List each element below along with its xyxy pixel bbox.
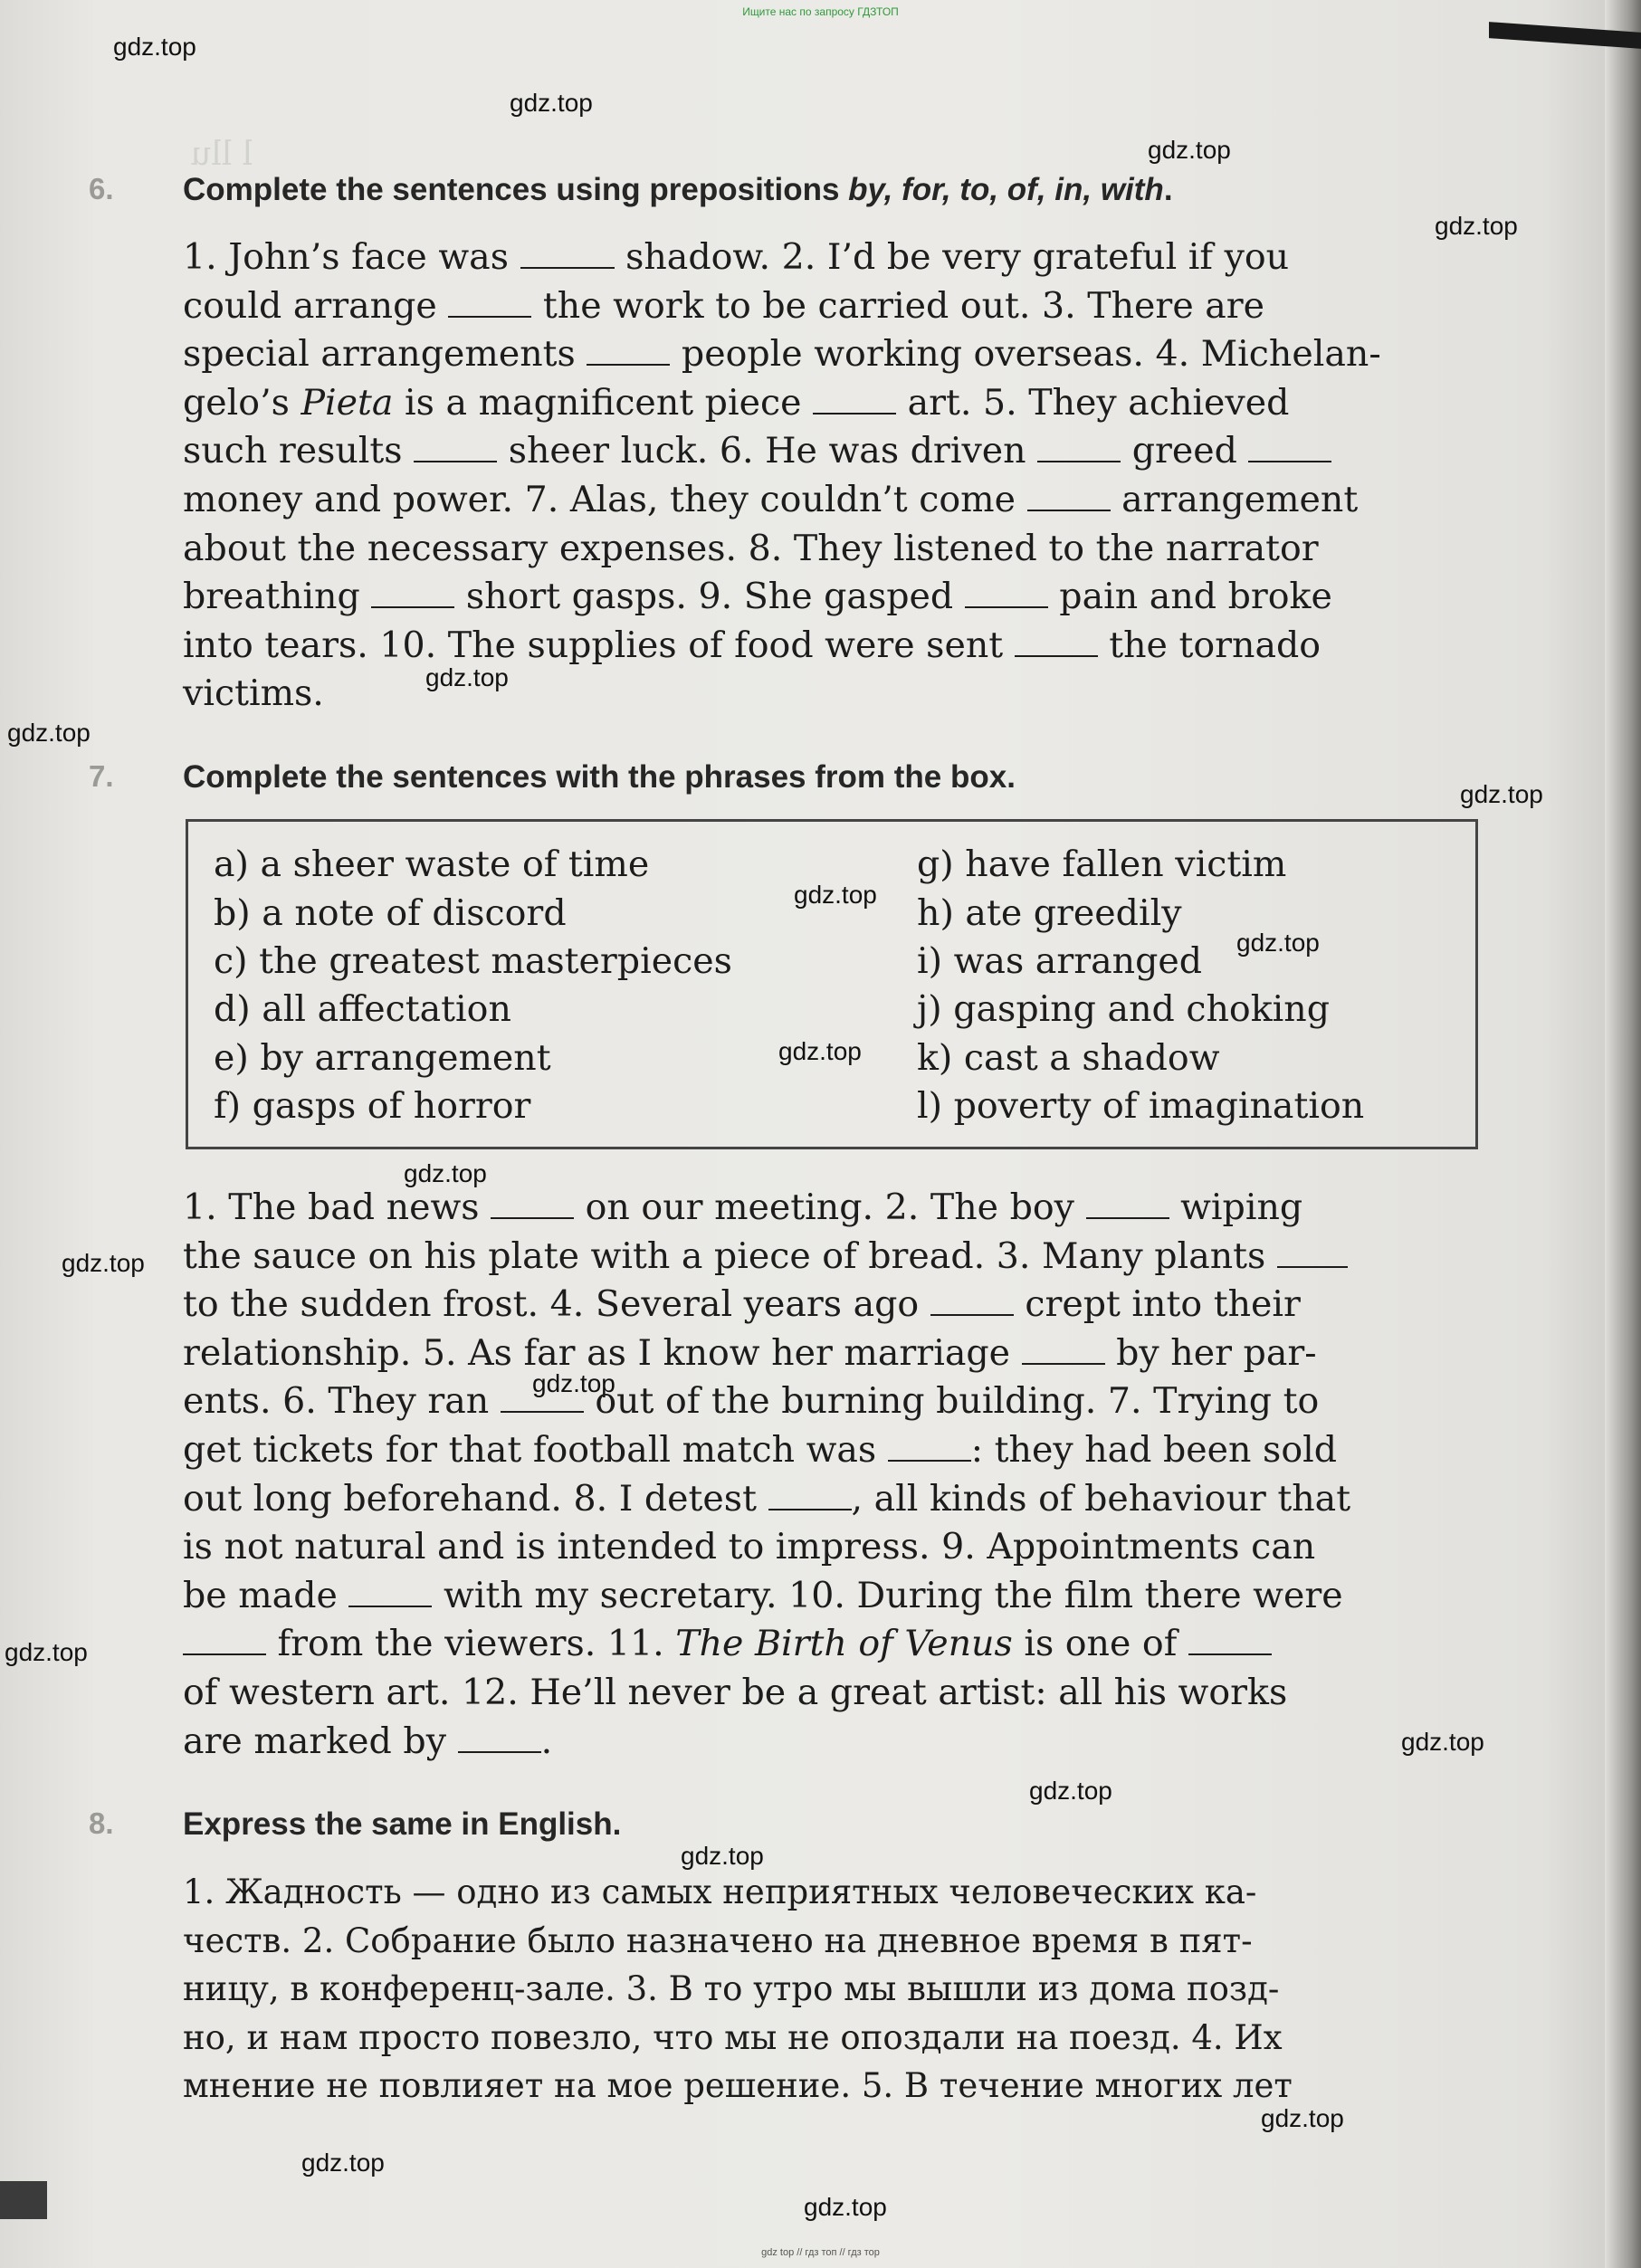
blank [501, 1379, 584, 1414]
phrase-option: l) poverty of imagination [917, 1085, 1365, 1127]
text-line: ents. 6. They ran out of the burning building. 7. Trying to [183, 1380, 1320, 1423]
blank [930, 1282, 1014, 1317]
text-line: could arrange the work to be carried out. 3. There are [183, 284, 1265, 327]
blank [348, 1573, 432, 1607]
phrase-option: d) all affectation [214, 988, 511, 1030]
page-edge-mark [0, 2181, 47, 2219]
watermark: gdz.top [301, 2149, 385, 2177]
phrase-option: b) a note of discord [214, 892, 567, 934]
exercise-8-heading: Express the same in English. [183, 1806, 622, 1842]
text-line: from the viewers. 11. The Birth of Venus is one of [183, 1620, 1477, 1669]
watermark: gdz.top [404, 1159, 487, 1187]
text-line: 1. John’s face was shadow. 2. I’d be very grateful if you [183, 236, 1290, 278]
blank [965, 575, 1048, 609]
watermark: gdz.top [7, 719, 91, 747]
watermark: gdz.top [1236, 929, 1320, 957]
exercise-7-heading: Complete the sentences with the phrases from the box. [183, 759, 1016, 795]
blank [1027, 477, 1111, 511]
bleed-through-text: l llu [190, 136, 253, 173]
phrase-option: i) was arranged [917, 940, 1203, 982]
blank [371, 575, 454, 609]
blank [183, 1622, 266, 1656]
phrase-option: j) gasping and choking [917, 988, 1330, 1030]
watermark: gdz.top [778, 1037, 862, 1065]
text-line: get tickets for that football match was : they had been sold [183, 1428, 1338, 1471]
watermark: gdz.top [681, 1842, 764, 1870]
watermark: gdz.top [1148, 136, 1231, 164]
watermark: gdz.top [510, 89, 593, 117]
watermark: gdz.top [62, 1249, 145, 1277]
phrase-option: a) a sheer waste of time [214, 843, 650, 885]
watermark: gdz.top [1460, 780, 1543, 808]
text-line: victims. [183, 672, 324, 715]
blank [1188, 1622, 1272, 1656]
text-line: are marked by . [183, 1720, 553, 1762]
watermark: gdz.top [794, 881, 877, 909]
text-line: мнение не повлияет на мое решение. 5. В течение многих лет [183, 2066, 1293, 2106]
text-line: gelo’s Pieta is a magnificent piece art. 5. They achieved [183, 381, 1290, 424]
blank [1037, 429, 1121, 463]
page-spine-shadow [1605, 0, 1641, 2268]
phrase-option: e) by arrangement [214, 1037, 551, 1079]
blank [1022, 1330, 1105, 1365]
top-search-note: Ищите нас по запросу ГДЗТОП [742, 5, 899, 18]
text-line: be made with my secretary. 10. During the film there were [183, 1574, 1343, 1616]
text-line: of western art. 12. He’ll never be a great artist: all his works [183, 1671, 1288, 1713]
exercise-6-number: 6. [89, 172, 114, 205]
exercise-6-text [183, 233, 1477, 719]
text-line: money and power. 7. Alas, they couldn’t come arrangement [183, 478, 1359, 520]
text-line: into tears. 10. The supplies of food were sent the tornado [183, 624, 1321, 666]
watermark: gdz.top [804, 2193, 887, 2221]
blank [587, 332, 670, 367]
blank [813, 380, 896, 415]
text-line: to the sudden frost. 4. Several years ago crept into their [183, 1283, 1301, 1326]
watermark: gdz.top [1401, 1728, 1484, 1756]
blank [491, 1185, 574, 1219]
phrase-option: g) have fallen victim [917, 843, 1287, 885]
watermark: gdz.top [532, 1369, 615, 1397]
phrase-option: c) the greatest masterpieces [214, 940, 732, 982]
text-line: about the necessary expenses. 8. They listened to the narrator [183, 527, 1319, 569]
text-line: честв. 2. Собрание было назначено на дневное время в пят- [183, 1920, 1253, 1960]
blank [888, 1427, 971, 1462]
bottom-note: gdz top // гдз топ // гдз тор [761, 2247, 880, 2258]
text-line: out long beforehand. 8. I detest , all kinds of behaviour that [183, 1477, 1351, 1520]
blank [768, 1476, 852, 1510]
text-line: relationship. 5. As far as I know her marriage by her par- [183, 1331, 1317, 1374]
exercise-8-text [183, 1868, 1477, 2111]
text-line: the sauce on his plate with a piece of bread. 3. Many plants [183, 1233, 1477, 1282]
blank [448, 283, 531, 318]
text-line: 1. Жадность — одно из самых неприятных человеческих ка- [183, 1873, 1257, 1911]
watermark: gdz.top [425, 663, 509, 691]
exercise-8-number: 8. [89, 1806, 114, 1840]
text-line: is not natural and is intended to impress. 9. Appointments can [183, 1526, 1316, 1568]
watermark: gdz.top [1261, 2104, 1344, 2132]
text-line: such results sheer luck. 6. He was driven greed [183, 427, 1477, 476]
blank [520, 234, 615, 269]
blank [1015, 623, 1098, 657]
blank [1277, 1234, 1348, 1268]
watermark: gdz.top [1029, 1777, 1112, 1805]
text-line: 1. The bad news on our meeting. 2. The boy wiping [183, 1186, 1303, 1228]
watermark: gdz.top [5, 1638, 88, 1666]
watermark: gdz.top [113, 33, 196, 61]
phrase-option: h) ate greedily [917, 892, 1182, 934]
text-line: ницу, в конференц-зале. 3. В то утро мы вышли из дома позд- [183, 1969, 1280, 2009]
exercise-7-text [183, 1184, 1477, 1766]
blank [1086, 1185, 1169, 1219]
text-line: breathing short gasps. 9. She gasped pain and broke [183, 576, 1332, 618]
text-line: но, и нам просто повезло, что мы не опоздали на поезд. 4. Их [183, 2017, 1283, 2057]
phrase-option: k) cast a shadow [917, 1037, 1220, 1079]
blank [1248, 429, 1331, 463]
watermark: gdz.top [1435, 212, 1518, 240]
exercise-6-heading: Complete the sentences using prepositions by, for, to, of, in, with. [183, 172, 1173, 207]
blank [414, 429, 497, 463]
text-line: special arrangements people working overseas. 4. Michelan- [183, 333, 1381, 376]
phrase-option: f) gasps of horror [214, 1085, 531, 1127]
blank [458, 1719, 541, 1753]
exercise-7-number: 7. [89, 759, 114, 793]
